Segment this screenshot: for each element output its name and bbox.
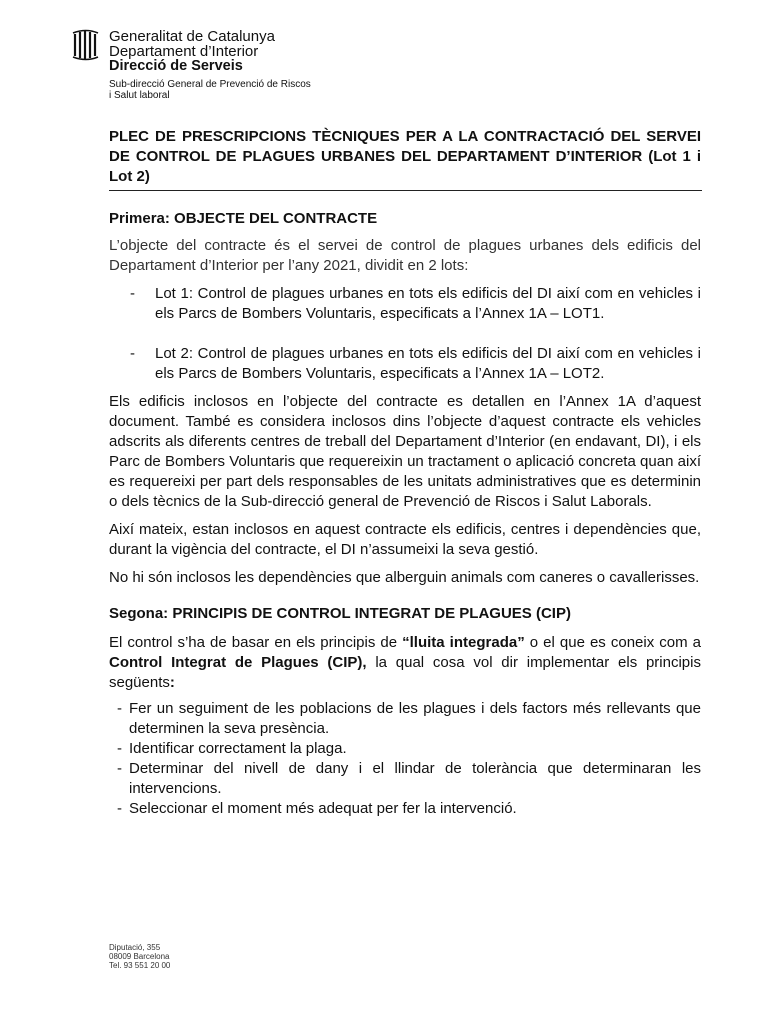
direction-name: Direcció de Serveis <box>109 58 243 74</box>
section1-paragraph-2: Els edificis inclosos en l’objecte del contracte es detallen en l’Annex 1A d’aquest document. També es considera inclosos dins l’objecte d’aquest contracte els vehicles adscrits als diferents centres de treball del Departament d’Interior (en endavant, DI), i els Parc de Bombers Voluntaris que requereixin un tractament o aplicació concreta quan així es requereixi per part dels responsables de les unitats administratives que es determinin o dels tècnics de la Sub-direcció general de Prevenció de Riscos i Salut Laborals. <box>109 393 701 510</box>
section1-paragraph-4: No hi són inclosos les dependències que alberguin animals com caneres o cavallerisses. <box>109 569 700 586</box>
subdirection-line-2: i Salut laboral <box>109 90 170 101</box>
generalitat-logo-icon <box>72 29 100 61</box>
document-body <box>109 209 701 819</box>
document-title: PLEC DE PRESCRIPCIONS TÈCNIQUES PER A LA CONTRACTACIÓ DEL SERVEI DE CONTROL DE PLAGUES URBANES DEL DEPARTAMENT D’INTERIOR (Lot 1 i Lot 2) <box>109 128 701 185</box>
list-item <box>109 699 701 739</box>
intro-emphasis: “lluita integrada” <box>402 634 525 651</box>
intro-text: la qual cosa vol dir implementar els principis següents <box>109 654 701 691</box>
intro-text: El control s’ha de basar en els principis de <box>109 634 403 651</box>
principles-list <box>109 699 701 819</box>
list-item <box>109 344 701 384</box>
lot-1-text: Lot 1: Control de plagues urbanes en tots els edificis del DI així com en vehicles i els Parcs de Bombers Voluntaris, especificats a l’Annex 1A – LOT1. <box>155 285 701 322</box>
intro-emphasis: Control Integrat de Plagues (CIP), <box>109 654 367 671</box>
section-heading-primera: Primera: OBJECTE DEL CONTRACTE <box>109 210 378 227</box>
section1-intro: L’objecte del contracte és el servei de control de plagues urbanes dels edificis del Departament d’Interior per l’any 2021, dividit en 2 lots: <box>109 237 701 274</box>
list-item <box>109 284 701 324</box>
subdirection-block <box>109 79 311 101</box>
subdirection-line-1: Sub-direcció General de Prevenció de Riscos <box>109 79 311 90</box>
list-item <box>109 799 701 819</box>
footer-city: 08009 Barcelona <box>109 952 170 961</box>
list-dash: - <box>130 285 135 302</box>
title-divider <box>109 190 702 191</box>
section-heading-segona: Segona: PRINCIPIS DE CONTROL INTEGRAT DE PLAGUES (CIP) <box>109 605 571 622</box>
org-name: Generalitat de Catalunya <box>109 28 275 45</box>
footer-phone: Tel. 93 551 20 00 <box>109 961 171 970</box>
list-dash: - <box>117 740 122 757</box>
header-block <box>109 29 275 74</box>
department-name: Departament d’Interior <box>109 43 259 60</box>
principle-text: Fer un seguiment de les poblacions de les plagues i dels factors més rellevants que determinen la seva presència. <box>129 700 701 737</box>
intro-colon: : <box>169 674 175 691</box>
list-item <box>109 759 701 799</box>
list-item <box>109 739 701 759</box>
intro-text: o el que es coneix com a <box>524 634 701 651</box>
section2-intro <box>109 633 701 693</box>
principle-text: Determinar del nivell de dany i el llindar de tolerància que determinaran les intervencions. <box>129 760 701 797</box>
footer-address <box>109 943 170 970</box>
list-dash: - <box>117 800 122 817</box>
lot-2-text: Lot 2: Control de plagues urbanes en tots els edificis del DI així com en vehicles i els Parcs de Bombers Voluntaris, especificats a l’Annex 1A – LOT2. <box>155 345 701 382</box>
lot-list <box>109 284 701 384</box>
section1-paragraph-3: Així mateix, estan inclosos en aquest contracte els edificis, centres i dependències que, durant la vigència del contracte, el DI n’assumeixi la seva gestió. <box>109 521 701 558</box>
list-dash: - <box>130 345 135 362</box>
principle-text: Identificar correctament la plaga. <box>129 740 347 757</box>
list-dash: - <box>117 700 122 717</box>
list-dash: - <box>117 760 122 777</box>
footer-street: Diputació, 355 <box>109 943 161 952</box>
principle-text: Seleccionar el moment més adequat per fer la intervenció. <box>129 800 517 817</box>
